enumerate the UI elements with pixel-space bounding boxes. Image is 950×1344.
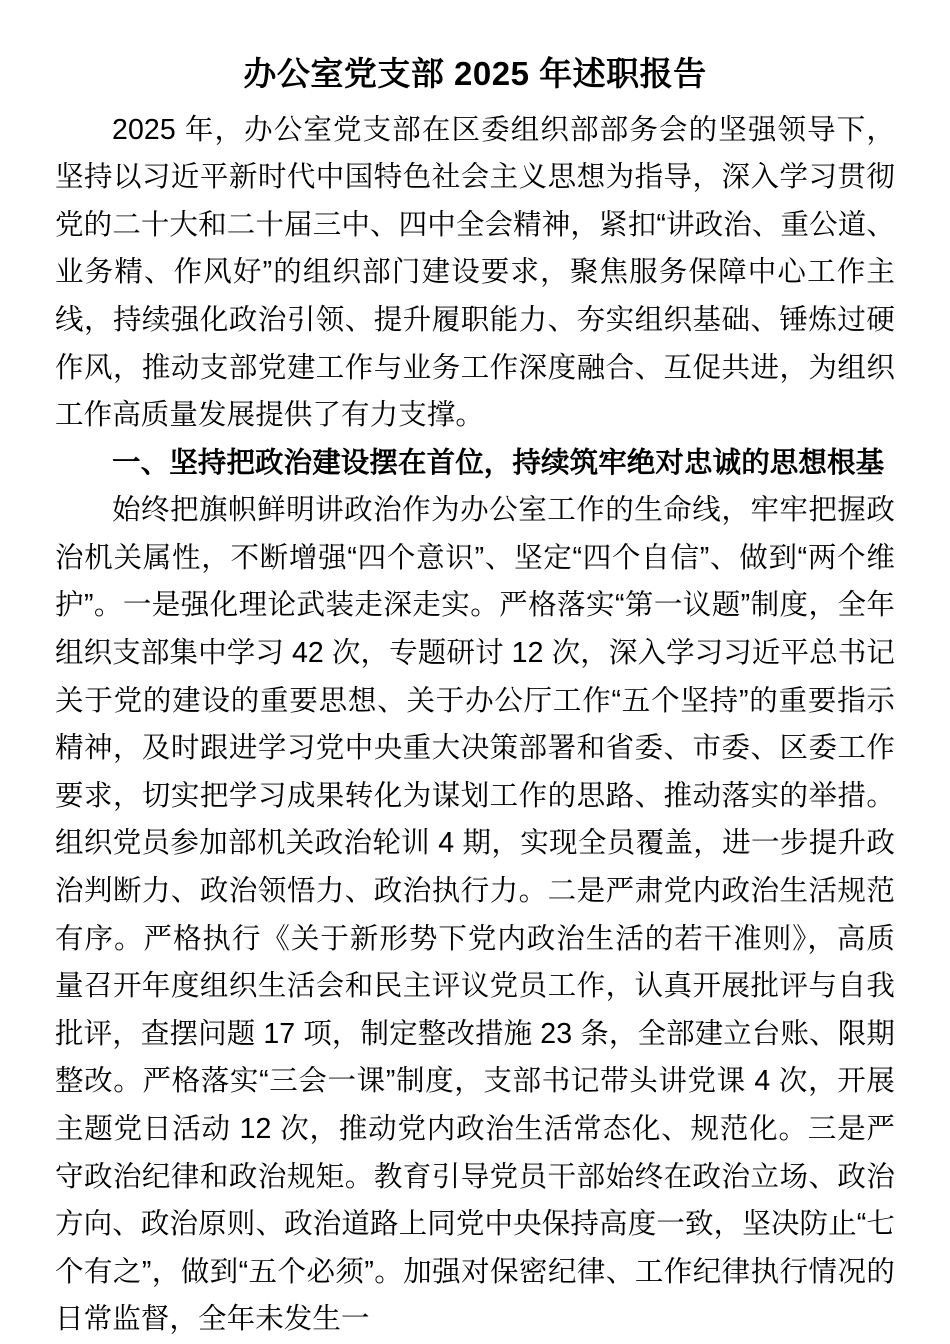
paragraph-section-one-body: 始终把旗帜鲜明讲政治作为办公室工作的生命线，牢牢把握政治机关属性，不断增强“四个意识”、坚定“四个自信”、做到“两个维护”。一是强化理论武装走深走实。严格落实“第一议题”制度，全年组织支部集中学习 42 次，专题研讨 12 次，深入学习习近平总书记关于党的建设的重要思想、关于办公厅工作“五个坚持”的重要指示精神，及时跟进学习党中央重大决策部署和省委、市委、区委工作要求，切实把学习成果转化为谋划工作的思路、推动落实的举措。组织党员参加部机关政治轮训 4 期，实现全员覆盖，进一步提升政治判断力、政治领悟力、政治执行力。二是严肃党内政治生活规范有序。严格执行《关于新形势下党内政治生活的若干准则》，高质量召开年度组织生活会和民主评议党员工作，认真开展批评与自我批评，查摆问题 17 项，制定整改措施 23 条，全部建立台账、限期整改。严格落实“三会一课”制度，支部书记带头讲党课 4 次，开展主题党日活动 12 次，推动党内政治生活常态化、规范化。三是严守政治纪律和政治规矩。教育引导党员干部始终在政治立场、政治方向、政治原则、政治道路上同党中央保持高度一致，坚决防止“七个有之”，做到“五个必须”。加强对保密纪律、工作纪律执行情况的日常监督，全年未发生一 bbox=[55, 494, 895, 1336]
section-heading-one: 一、坚持把政治建设摆在首位，持续筑牢绝对忠诚的思想根基 bbox=[112, 446, 885, 479]
paragraph-intro: 2025 年，办公室党支部在区委组织部部务会的坚强领导下，坚持以习近平新时代中国特色社会主义思想为指导，深入学习贯彻党的二十大和二十届三中、四中全会精神，紧扣“讲政治、重公道、业务精、作风好”的组织部门建设要求，聚焦服务保障中心工作主线，持续强化政治引领、提升履职能力、夯实组织基础、锤炼过硬作风，推动支部党建工作与业务工作深度融合、互促共进，为组织工作高质量发展提供了有力支撑。 bbox=[55, 113, 895, 432]
page-title: 办公室党支部 2025 年述职报告 bbox=[243, 55, 707, 92]
